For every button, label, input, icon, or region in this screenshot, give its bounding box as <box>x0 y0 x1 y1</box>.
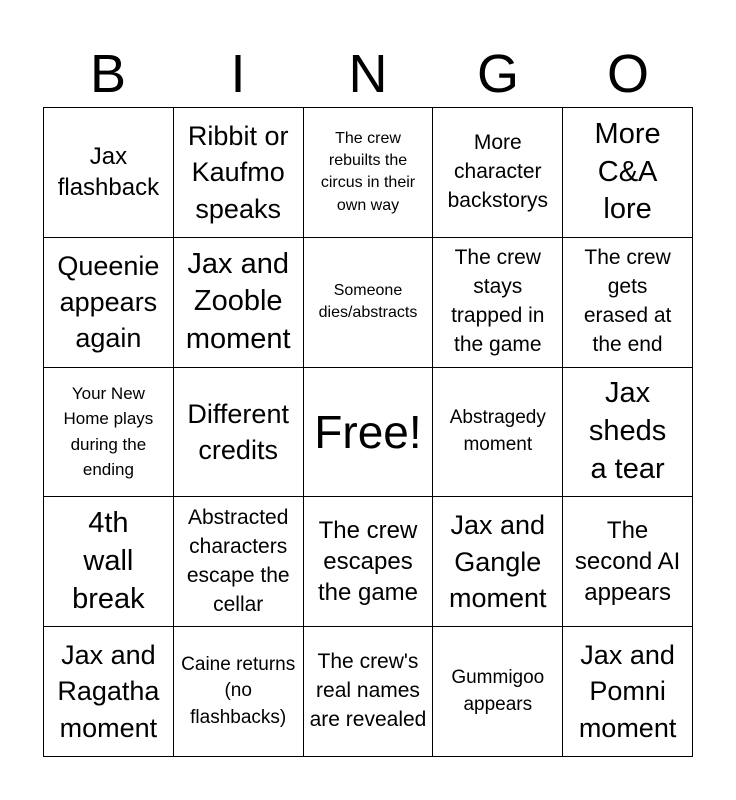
bingo-cell[interactable] <box>563 368 693 498</box>
cell-label: 4th wall break <box>72 507 145 615</box>
bingo-cell[interactable] <box>433 497 563 627</box>
bingo-board <box>43 107 693 757</box>
header-letter-o: O <box>606 44 649 104</box>
bingo-cell[interactable] <box>174 108 304 238</box>
cell-label: More character backstorys <box>447 130 548 212</box>
cell-label: The crew stays trapped in the game <box>451 246 545 357</box>
bingo-cell[interactable] <box>174 368 304 498</box>
cell-label: Queenie appears again <box>57 250 160 354</box>
bingo-cell[interactable] <box>304 108 434 238</box>
header-letter-i: I <box>230 44 246 104</box>
header-letter-n: N <box>348 44 388 104</box>
bingo-cell[interactable] <box>174 627 304 757</box>
cell-label: Jax sheds a tear <box>588 377 667 485</box>
cell-label: Caine returns (no flashbacks) <box>181 653 296 728</box>
bingo-cell[interactable] <box>433 627 563 757</box>
cell-label: Gummigoo appears <box>451 667 545 715</box>
cell-label: The second AI appears <box>574 517 681 607</box>
bingo-cell[interactable] <box>563 627 693 757</box>
bingo-cell[interactable] <box>174 497 304 627</box>
cell-label: More C&A lore <box>594 117 661 226</box>
bingo-cell[interactable] <box>563 108 693 238</box>
cell-label: The crew rebuilts the circus in their own way <box>320 129 416 214</box>
bingo-cell[interactable] <box>563 238 693 368</box>
cell-label: Different credits <box>187 398 289 465</box>
bingo-cell[interactable] <box>44 108 174 238</box>
cell-label: Someone dies/abstracts <box>318 281 418 322</box>
cell-label: Jax and Pomni moment <box>578 639 677 743</box>
bingo-cell[interactable] <box>44 368 174 498</box>
bingo-cell[interactable] <box>174 238 304 368</box>
bingo-cell[interactable] <box>304 497 434 627</box>
cell-label: Abstracted characters escape the cellar <box>186 505 290 616</box>
header-letter-b: B <box>89 44 127 104</box>
cell-label: Jax and Zooble moment <box>185 247 291 356</box>
bingo-cell[interactable] <box>44 497 174 627</box>
bingo-cell[interactable] <box>44 238 174 368</box>
cell-label: Your New Home plays during the ending <box>63 383 154 480</box>
cell-label: The crew's real names are revealed <box>309 650 427 732</box>
bingo-cell[interactable] <box>304 238 434 368</box>
bingo-cell[interactable] <box>433 108 563 238</box>
bingo-cell[interactable] <box>304 368 434 498</box>
cell-label: Abstragedy moment <box>449 407 546 455</box>
header-letter-g: G <box>476 44 519 104</box>
cell-label: The crew gets erased at the end <box>583 246 672 357</box>
bingo-cell[interactable] <box>304 627 434 757</box>
bingo-cell[interactable] <box>433 368 563 498</box>
cell-label: Jax and Gangle moment <box>449 510 547 613</box>
free-space-label: Free! <box>314 405 422 458</box>
cell-label: The crew escapes the game <box>317 517 419 607</box>
bingo-cell[interactable] <box>433 238 563 368</box>
bingo-cell[interactable] <box>44 627 174 757</box>
cell-label: Ribbit or Kaufmo speaks <box>187 120 289 224</box>
cell-label: Jax and Ragatha moment <box>57 639 160 743</box>
bingo-cell[interactable] <box>563 497 693 627</box>
cell-label: Jax flashback <box>57 143 160 202</box>
bingo-header <box>43 40 693 108</box>
